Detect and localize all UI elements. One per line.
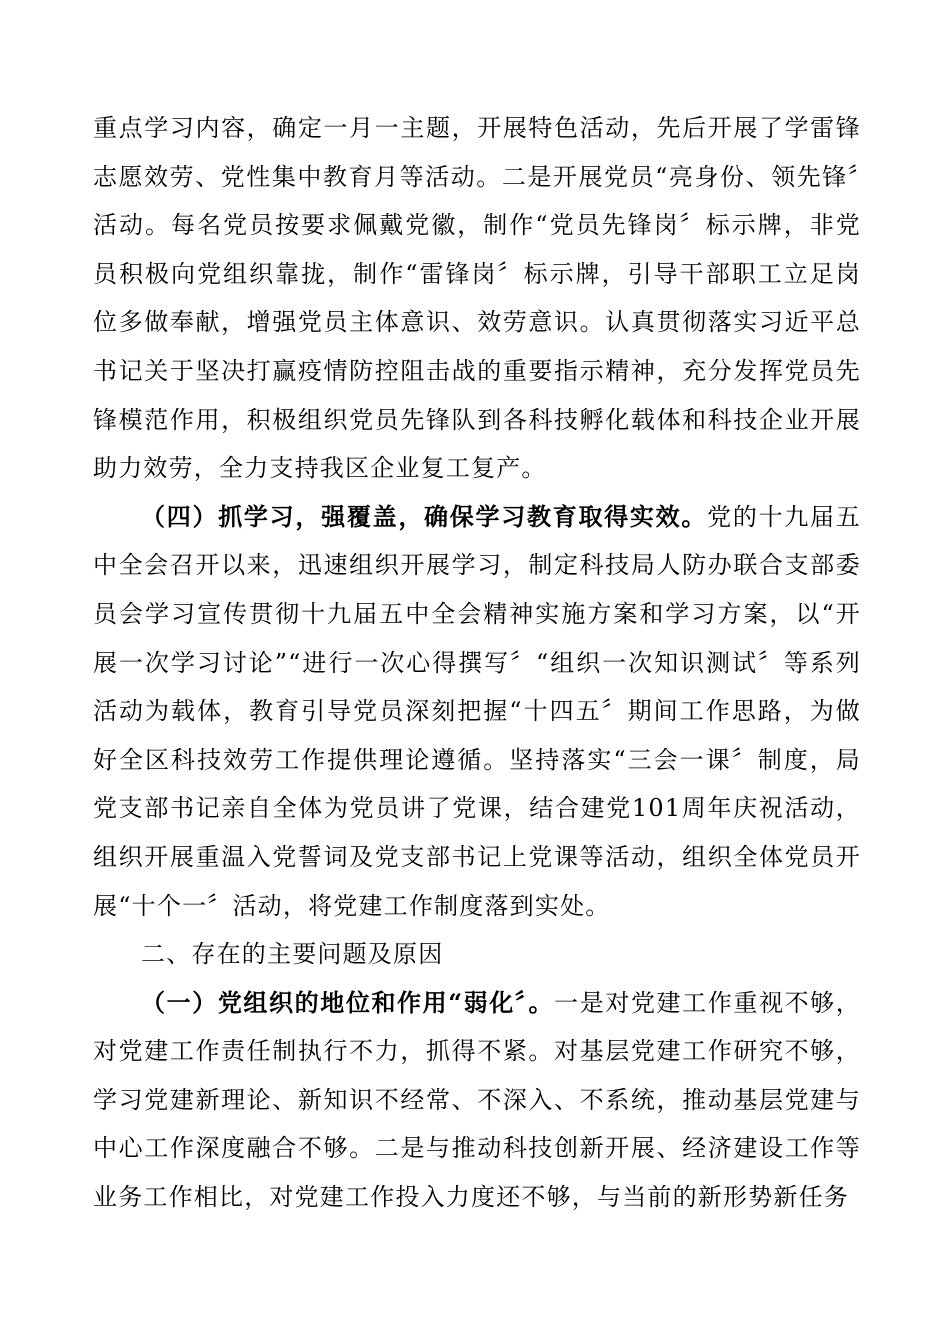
paragraph-text: 党的十九届五中全会召开以来，迅速组织开展学习，制定科技局人防办联合支部委员会学习宣传贯彻十九届五中全会精神实施方案和学习方案，以“开展一次学习讨论”“进行一次心得撰写〞“组织一次知识测试〞等系列活动为载体，教育引导党员深刻把握“十四五〞期间工作思路，为做好全区科技效劳工作提供理论遵循。坚持落实“三会一课〞制度，局党支部书记亲自全体为党员讲了党课，结合建党101周年庆祝活动，组织开展重温入党誓词及党支部书记上党课等活动，组织全体党员开展“十个一〞活动，将党建工作制度落到实处。 [93,502,861,920]
paragraph-text: 重点学习内容，确定一月一主题，开展特色活动，先后开展了学雷锋志愿效劳、党性集中教育月等活动。二是开展党员“亮身份、领先锋〞活动。每名党员按要求佩戴党徽，制作“党员先锋岗〞标示牌，非党员积极向党组织靠拢，制作“雷锋岗〞标示牌，引导干部职工立足岗位多做奉献，增强党员主体意识、效劳意识。认真贯彻落实习近平总书记关于坚决打赢疫情防控阻击战的重要指示精神，充分发挥党员先锋模范作用，积极组织党员先锋队到各科技孵化载体和科技企业开展助力效劳，全力支持我区企业复工复产。 [93,114,861,483]
section-heading [93,930,861,979]
paragraph-heading: （一）党组织的地位和作用“弱化〞。 [141,987,555,1017]
paragraph-heading: （四）抓学习，强覆盖，确保学习教育取得实效。 [141,501,708,531]
document-body [93,104,861,1222]
paragraph-continuation [93,104,861,493]
paragraph-section-four [93,493,861,930]
paragraph-text: 一是对党建工作重视不够，对党建工作责任制执行不力，抓得不紧。对基层党建工作研究不够，学习党建新理论、新知识不经常、不深入、不系统，推动基层党建与中心工作深度融合不够。二是与推动科技创新开展、经济建设工作等业务工作相比，对党建工作投入力度还不够，与当前的新形势新任务 [93,988,861,1212]
paragraph-problem-one [93,979,861,1222]
section-heading-text: 二、存在的主要问题及原因 [141,940,444,969]
